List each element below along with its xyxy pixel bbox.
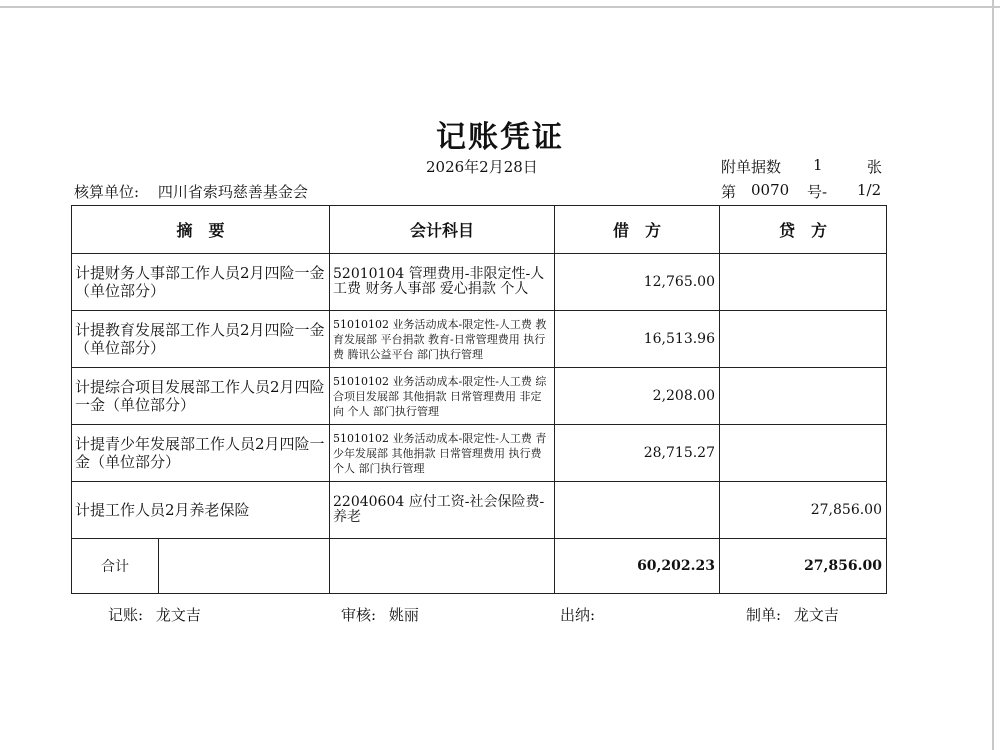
number-suffix: 号- [807, 183, 828, 201]
reviewer-name: 姚丽 [388, 606, 419, 624]
total-credit: 27,856.00 [720, 539, 887, 594]
total-debit: 60,202.23 [555, 539, 720, 594]
row-account: 22040604 应付工资-社会保险费-养老 [330, 482, 555, 539]
maker-name: 龙文吉 [793, 606, 839, 624]
attachments-unit: 张 [867, 158, 883, 176]
row-debit: 28,715.27 [555, 425, 720, 482]
row-debit: 16,513.96 [555, 311, 720, 368]
bookkeeper-label: 记账: [108, 606, 144, 624]
reviewer-label: 审核: [341, 606, 377, 624]
row-summary: 计提财务人事部工作人员2月四险一金（单位部分） [72, 254, 330, 311]
row-account: 51010102 业务活动成本-限定性-人工费 青少年发展部 其他捐款 日常管理费用 执行费 个人 部门执行管理 [330, 425, 555, 482]
unit-name: 四川省索玛慈善基金会 [157, 183, 308, 201]
total-label: 合计 [72, 539, 159, 593]
total-label-cell [72, 539, 330, 594]
attachments-count: 1 [813, 156, 823, 174]
row-debit: 2,208.00 [555, 368, 720, 425]
reviewer-signature [341, 604, 419, 625]
maker-label: 制单: [746, 606, 782, 624]
number-value: 0070 [751, 181, 790, 199]
bookkeeper-signature [108, 604, 201, 625]
voucher-title: 记账凭证 [436, 120, 564, 155]
attachments-info [721, 156, 883, 177]
scan-edge-top [0, 6, 1000, 8]
header-credit: 贷 方 [720, 206, 887, 254]
row-account: 51010102 业务活动成本-限定性-人工费 综合项目发展部 其他捐款 日常管理费用 非定向 个人 部门执行管理 [330, 368, 555, 425]
bookkeeper-name: 龙文吉 [155, 606, 201, 624]
row-debit: 12,765.00 [555, 254, 720, 311]
voucher-date: 2026年2月28日 [426, 158, 538, 176]
total-row [72, 539, 887, 594]
cashier-signature [560, 604, 603, 625]
header-debit: 借 方 [555, 206, 720, 254]
row-summary: 计提青少年发展部工作人员2月四险一金（单位部分） [72, 425, 330, 482]
unit-label: 核算单位: [74, 183, 140, 201]
row-credit [720, 425, 887, 482]
header-account: 会计科目 [330, 206, 555, 254]
table-row [72, 311, 887, 368]
table-row [72, 254, 887, 311]
table-row [72, 368, 887, 425]
row-account: 51010102 业务活动成本-限定性-人工费 教育发展部 平台捐款 教育-日常管理费用 执行费 腾讯公益平台 部门执行管理 [330, 311, 555, 368]
cashier-label: 出纳: [560, 606, 596, 624]
row-summary: 计提综合项目发展部工作人员2月四险一金（单位部分） [72, 368, 330, 425]
row-debit [555, 482, 720, 539]
page-indicator: 1/2 [857, 181, 882, 199]
row-summary: 计提工作人员2月养老保险 [72, 482, 330, 539]
entries-table [71, 205, 887, 594]
table-header-row [72, 206, 887, 254]
table-row [72, 482, 887, 539]
voucher-number [721, 181, 882, 202]
table-row [72, 425, 887, 482]
header-summary: 摘 要 [72, 206, 330, 254]
accounting-unit [74, 181, 308, 202]
number-prefix: 第 [721, 183, 737, 201]
row-credit: 27,856.00 [720, 482, 887, 539]
total-account-blank [330, 539, 555, 594]
row-account: 52010104 管理费用-非限定性-人工费 财务人事部 爱心捐款 个人 [330, 254, 555, 311]
row-credit [720, 311, 887, 368]
row-credit [720, 254, 887, 311]
maker-signature [746, 604, 839, 625]
attachments-label: 附单据数 [721, 158, 782, 176]
row-credit [720, 368, 887, 425]
total-blank [159, 539, 329, 593]
row-summary: 计提教育发展部工作人员2月四险一金（单位部分） [72, 311, 330, 368]
